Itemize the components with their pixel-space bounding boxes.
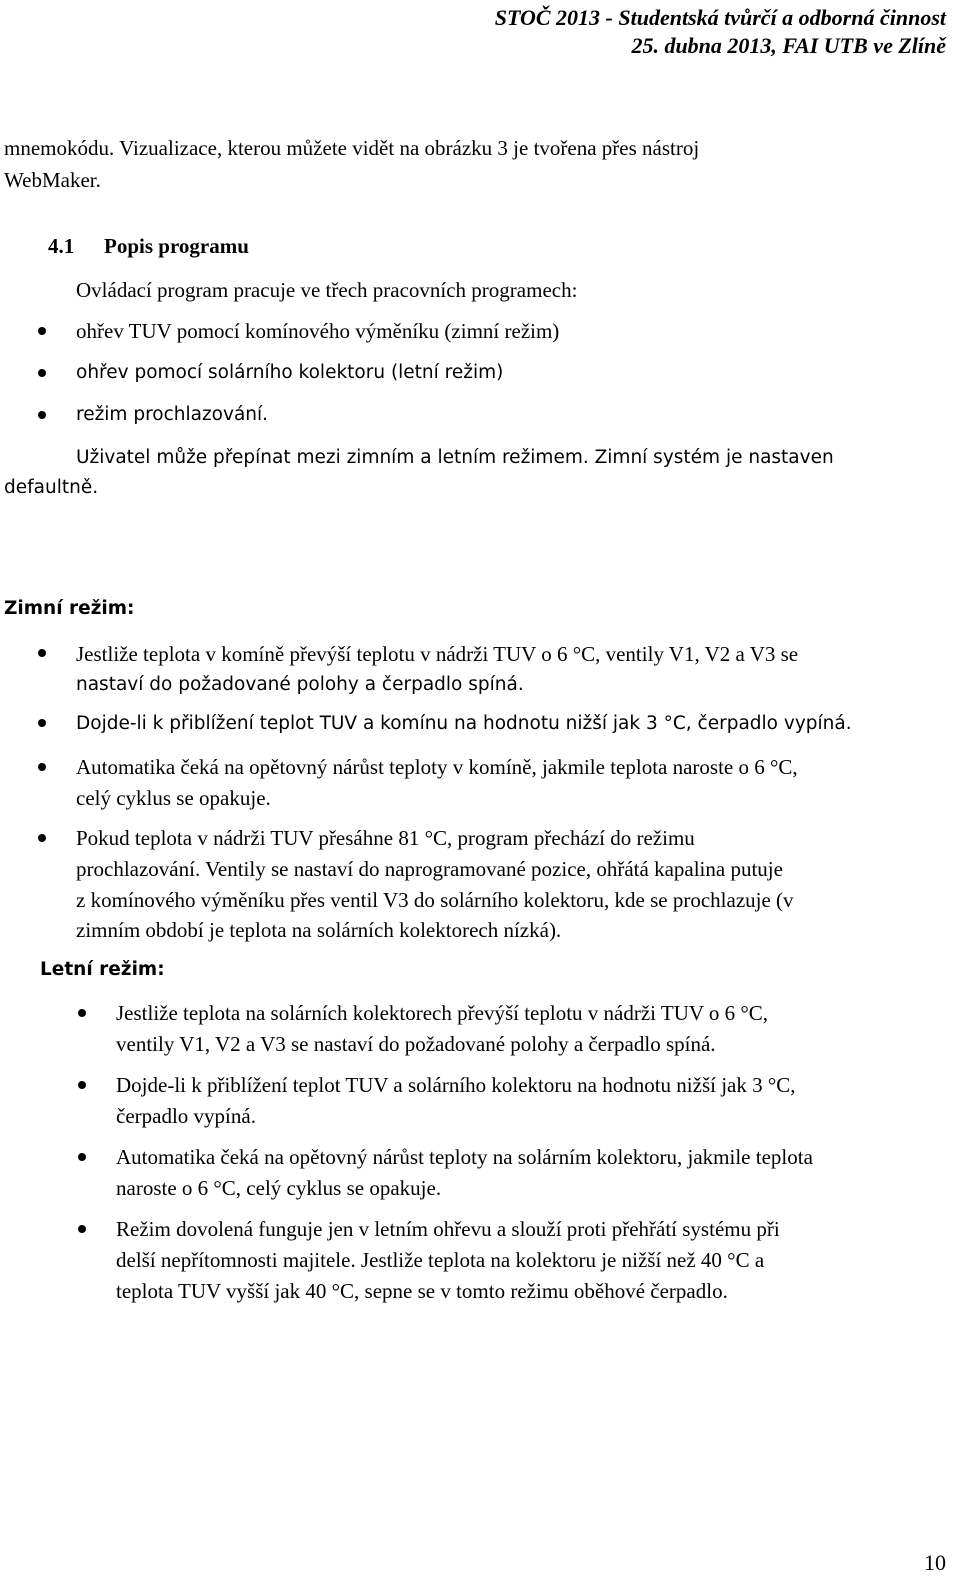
note-line-2: defaultně.	[4, 477, 99, 498]
mode-item: ohřev pomocí solárního kolektoru (letní režim)	[76, 362, 504, 383]
summer-item-4-line-2: delší nepřítomnosti majitele. Jestliže teplota na kolektoru je nižší než 40 °C a	[116, 1248, 765, 1272]
page-number: 10	[924, 1550, 946, 1575]
bullet-icon	[38, 327, 46, 335]
bullet-icon	[78, 1153, 86, 1161]
bullet-icon	[38, 411, 46, 419]
header-conference-title: STOČ 2013 - Studentská tvůrčí a odborná činnost	[494, 5, 946, 30]
summer-item-3-line-1: Automatika čeká na opětovný nárůst teploty na solárním kolektoru, jakmile teplota	[116, 1145, 813, 1169]
bullet-icon	[78, 1225, 86, 1233]
section-lead: Ovládací program pracuje ve třech pracovních programech:	[76, 278, 578, 302]
summer-heading: Letní režim:	[40, 959, 165, 980]
summer-item-4-line-1: Režim dovolená funguje jen v letním ohřevu a slouží proti přehřátí systému při	[116, 1217, 780, 1241]
bullet-icon	[38, 649, 46, 657]
mode-item: režim prochlazování.	[76, 404, 269, 425]
section-title: Popis programu	[104, 234, 249, 258]
winter-item-4-line-3: z komínového výměníku přes ventil V3 do solárního kolektoru, kde se prochlazuje (v	[76, 888, 794, 912]
summer-item-3-line-2: naroste o 6 °C, celý cyklus se opakuje.	[116, 1176, 442, 1200]
header-conference-date: 25. dubna 2013, FAI UTB ve Zlíně	[631, 33, 946, 58]
summer-item-1-line-2: ventily V1, V2 a V3 se nastaví do požadované polohy a čerpadlo spíná.	[116, 1032, 716, 1056]
bullet-icon	[38, 834, 46, 842]
winter-item-1-line-1: Jestliže teplota v komíně převýší teplotu v nádrži TUV o 6 °C, ventily V1, V2 a V3 se	[76, 642, 799, 666]
winter-item-4-line-1: Pokud teplota v nádrži TUV přesáhne 81 °C, program přechází do režimu	[76, 826, 695, 850]
summer-item-2-line-1: Dojde-li k přiblížení teplot TUV a solárního kolektoru na hodnotu nižší jak 3 °C,	[116, 1073, 796, 1097]
winter-item-1-line-2: nastaví do požadované polohy a čerpadlo spíná.	[76, 674, 524, 695]
winter-item-4-line-4: zimním období je teplota na solárních kolektorech nízká).	[76, 918, 562, 942]
bullet-icon	[38, 719, 46, 727]
note-line-1: Uživatel může přepínat mezi zimním a letním režimem. Zimní systém je nastaven	[76, 447, 834, 468]
section-number: 4.1	[48, 234, 75, 258]
intro-line-2: WebMaker.	[4, 168, 101, 192]
mode-item: ohřev TUV pomocí komínového výměníku (zimní režim)	[76, 319, 560, 343]
summer-item-1-line-1: Jestliže teplota na solárních kolektorech převýší teplotu v nádrži TUV o 6 °C,	[116, 1001, 769, 1025]
summer-item-2-line-2: čerpadlo vypíná.	[116, 1104, 256, 1128]
summer-item-4-line-3: teplota TUV vyšší jak 40 °C, sepne se v tomto režimu oběhové čerpadlo.	[116, 1279, 728, 1303]
winter-item-4-line-2: prochlazování. Ventily se nastaví do naprogramované pozice, ohřátá kapalina putuje	[76, 857, 783, 881]
winter-item-3-line-1: Automatika čeká na opětovný nárůst teploty v komíně, jakmile teplota naroste o 6 °C,	[76, 755, 798, 779]
winter-item-3-line-2: celý cyklus se opakuje.	[76, 786, 271, 810]
winter-heading: Zimní režim:	[4, 598, 135, 619]
intro-line-1: mnemokódu. Vizualizace, kterou můžete vidět na obrázku 3 je tvořena přes nástroj	[4, 136, 700, 160]
bullet-icon	[38, 369, 46, 377]
bullet-icon	[78, 1081, 86, 1089]
winter-item-2: Dojde-li k přiblížení teplot TUV a komínu na hodnotu nižší jak 3 °C, čerpadlo vypíná.	[76, 713, 852, 734]
bullet-icon	[78, 1009, 86, 1017]
bullet-icon	[38, 763, 46, 771]
